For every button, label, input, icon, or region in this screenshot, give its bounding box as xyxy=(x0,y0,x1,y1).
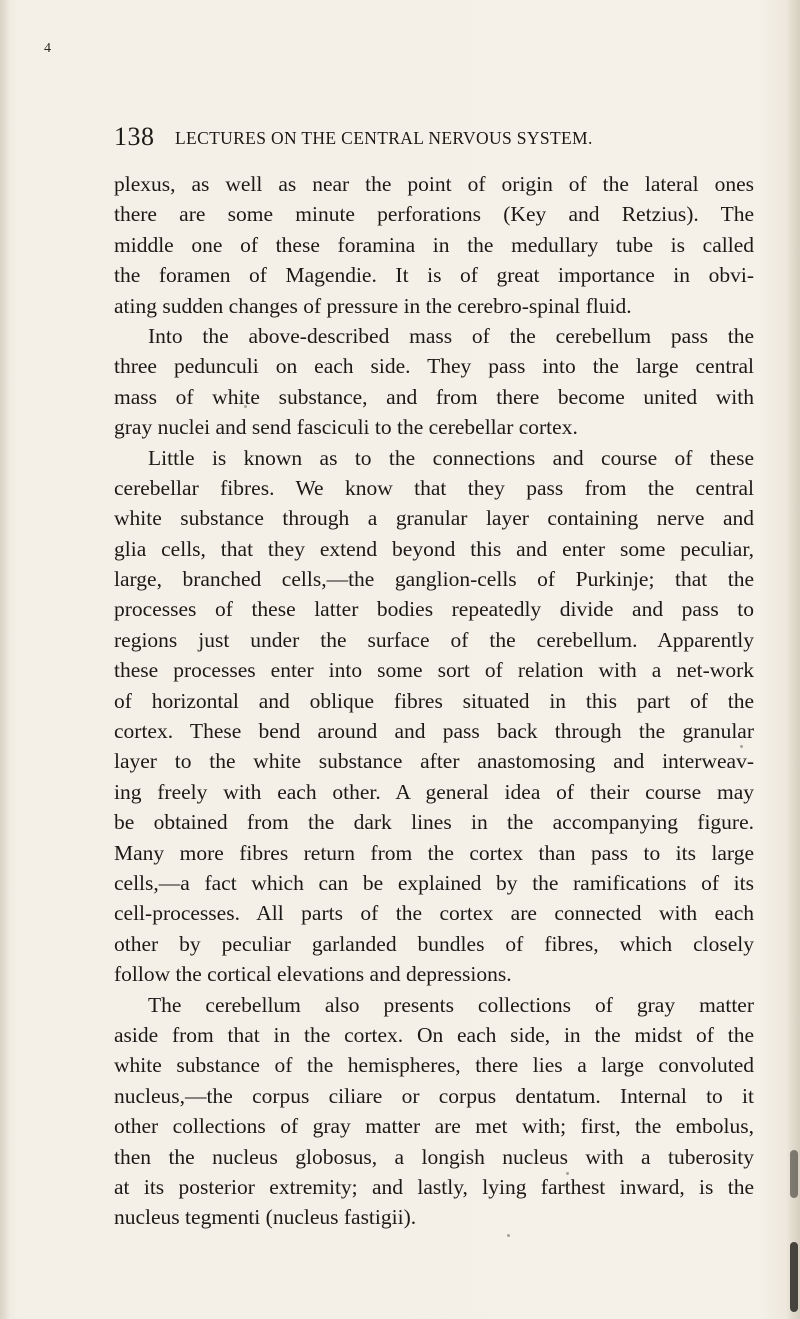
text-line: other by peculiar garlanded bundles of fibres, which closely xyxy=(114,931,754,956)
page-number: 138 xyxy=(114,122,155,151)
text-line: at its posterior extremity; and lastly, lying farthest inward, is the xyxy=(114,1174,754,1199)
text-line: the foramen of Magendie. It is of great importance in obvi- xyxy=(114,263,754,288)
print-speck xyxy=(740,745,743,748)
text-line: there are some minute perforations (Key and Retzius). The xyxy=(114,202,754,227)
text-line: mass of white substance, and from there become united with xyxy=(114,384,754,409)
text-line: glia cells, that they extend beyond this and enter some peculiar, xyxy=(114,536,754,561)
running-head: LECTURES ON THE CENTRAL NERVOUS SYSTEM. xyxy=(175,128,593,148)
text-line: these processes enter into some sort of relation with a net-work xyxy=(114,658,754,683)
text-line: white substance of the hemispheres, there lies a large convoluted xyxy=(114,1053,754,1078)
text-line: cells,—a fact which can be explained by the ramifications of its xyxy=(114,870,754,895)
page-edge-stain xyxy=(790,1150,798,1198)
print-speck xyxy=(566,1172,569,1175)
page-right-edge-shadow xyxy=(786,0,800,1319)
text-line: white substance through a granular layer containing nerve and xyxy=(114,506,754,531)
text-line: follow the cortical elevations and depressions. xyxy=(114,962,512,987)
text-line: middle one of these foramina in the medullary tube is called xyxy=(114,232,754,257)
text-line: cell-processes. All parts of the cortex are connected with each xyxy=(114,901,754,926)
body-text xyxy=(114,169,754,1233)
text-line: The cerebellum also presents collections of gray matter xyxy=(148,992,754,1017)
text-line: layer to the white substance after anastomosing and interweav- xyxy=(114,749,754,774)
page-edge-stain xyxy=(790,1242,798,1312)
text-line: large, branched cells,—the ganglion-cells of Purkinje; that the xyxy=(114,567,754,592)
page-left-edge-shadow xyxy=(0,0,10,1319)
text-line: nucleus,—the corpus ciliare or corpus dentatum. Internal to it xyxy=(114,1083,754,1108)
text-line: Into the above-described mass of the cerebellum pass the xyxy=(148,323,754,348)
text-line: aside from that in the cortex. On each side, in the midst of the xyxy=(114,1022,754,1047)
text-line: ating sudden changes of pressure in the cerebro-spinal fluid. xyxy=(114,293,632,318)
text-line: gray nuclei and send fasciculi to the cerebellar cortex. xyxy=(114,415,578,440)
text-line: be obtained from the dark lines in the accompanying figure. xyxy=(114,810,754,835)
print-speck xyxy=(507,1234,510,1237)
text-line: processes of these latter bodies repeatedly divide and pass to xyxy=(114,597,754,622)
text-line: nucleus tegmenti (nucleus fastigii). xyxy=(114,1205,417,1230)
text-line: three pedunculi on each side. They pass into the large central xyxy=(114,354,754,379)
text-line: cortex. These bend around and pass back through the granular xyxy=(114,719,754,744)
page-header xyxy=(114,124,754,154)
text-line: cerebellar fibres. We know that they pass from the central xyxy=(114,475,754,500)
text-line: Little is known as to the connections and course of these xyxy=(148,445,754,470)
text-line: plexus, as well as near the point of origin of the lateral ones xyxy=(114,172,754,196)
margin-ink-mark: 4 xyxy=(44,41,51,56)
text-line: regions just under the surface of the cerebellum. Apparently xyxy=(114,627,754,652)
text-line: Many more fibres return from the cortex than pass to its large xyxy=(114,840,754,865)
print-speck xyxy=(244,405,247,408)
text-line: then the nucleus globosus, a longish nucleus with a tuberosity xyxy=(114,1144,754,1169)
text-line: of horizontal and oblique fibres situated in this part of the xyxy=(114,688,754,713)
text-line: other collections of gray matter are met with; first, the embolus, xyxy=(114,1114,754,1139)
text-line: ing freely with each other. A general idea of their course may xyxy=(114,779,754,804)
